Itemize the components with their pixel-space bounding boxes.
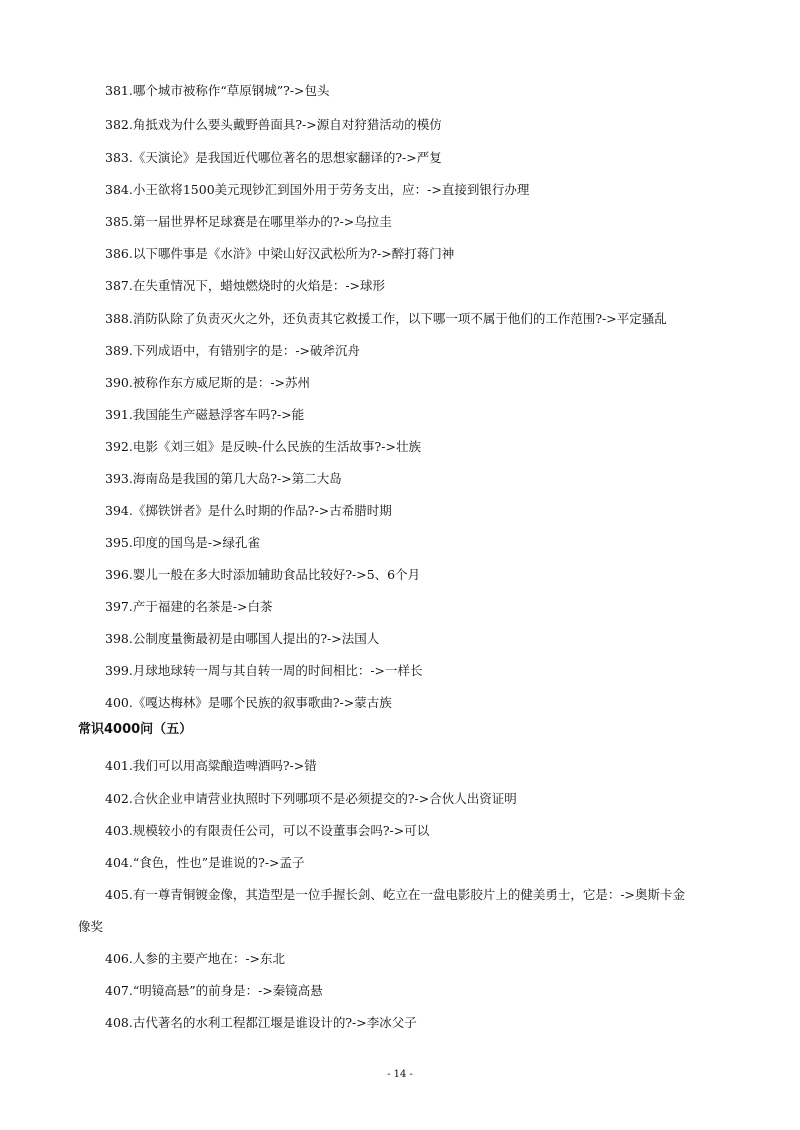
question-item: 399.月球地球转一周与其自转一周的时间相比：->一样长 (105, 663, 423, 678)
question-item: 387.在失重情况下，蜡烛燃烧时的火焰是：->球形 (105, 278, 386, 293)
question-item: 382.角抵戏为什么要头戴野兽面具?->源自对狩猎活动的模仿 (105, 117, 442, 132)
question-item: 392.电影《刘三姐》是反映-什么民族的生活故事?->壮族 (105, 439, 421, 454)
page-number: - 14 - (387, 1069, 413, 1080)
question-item: 401.我们可以用高粱酿造啤酒吗?->错 (105, 758, 317, 773)
question-item: 386.以下哪件事是《水浒》中梁山好汉武松所为?->醉打蒋门神 (105, 246, 455, 261)
question-item: 390.被称作东方威尼斯的是：->苏州 (105, 375, 311, 390)
question-item-continuation: 像奖 (78, 919, 104, 934)
question-item: 403.规模较小的有限责任公司，可以不设董事会吗?->可以 (105, 823, 430, 838)
question-item: 407.“明镜高悬”的前身是：->秦镜高悬 (105, 983, 323, 998)
question-item: 389.下列成语中，有错别字的是：->破斧沉舟 (105, 343, 361, 358)
question-item: 400.《嘎达梅林》是哪个民族的叙事歌曲?->蒙古族 (105, 695, 392, 710)
question-item: 406.人参的主要产地在：->东北 (105, 951, 286, 966)
question-item: 402.合伙企业申请营业执照时下列哪项不是必须提交的?->合伙人出资证明 (105, 791, 517, 806)
question-item: 408.古代著名的水利工程都江堰是谁设计的?->李冰父子 (105, 1015, 417, 1030)
section-heading: 常识4000问（五） (78, 722, 193, 737)
question-item: 397.产于福建的名茶是->白茶 (105, 599, 273, 614)
question-item: 381.哪个城市被称作“草原钢城”?->包头 (105, 83, 330, 98)
question-item: 385.第一届世界杯足球赛是在哪里举办的?->乌拉圭 (105, 214, 392, 229)
question-item: 383.《天演论》是我国近代哪位著名的思想家翻译的?->严复 (105, 150, 442, 165)
question-item: 388.消防队除了负责灭火之外，还负责其它救援工作，以下哪一项不属于他们的工作范围?->平定骚乱 (105, 311, 667, 326)
question-item: 395.印度的国鸟是->绿孔雀 (105, 535, 261, 550)
question-item: 394.《掷铁饼者》是什么时期的作品?->古希腊时期 (105, 503, 392, 518)
question-item: 393.海南岛是我国的第几大岛?->第二大岛 (105, 471, 342, 486)
question-item: 405.有一尊青铜镀金像，其造型是一位手握长剑、屹立在一盘电影胶片上的健美勇士，它是：->奥斯卡金 (105, 887, 686, 902)
question-item: 398.公制度量衡最初是由哪国人提出的?->法国人 (105, 631, 380, 646)
question-item: 384.小王欲将1500美元现钞汇到国外用于劳务支出，应：->直接到银行办理 (105, 182, 530, 197)
question-item: 391.我国能生产磁悬浮客车吗?->能 (105, 407, 305, 422)
question-item: 396.婴儿一般在多大时添加辅助食品比较好?->5、6个月 (105, 567, 421, 582)
question-item: 404.“食色，性也”是谁说的?->孟子 (105, 855, 305, 870)
